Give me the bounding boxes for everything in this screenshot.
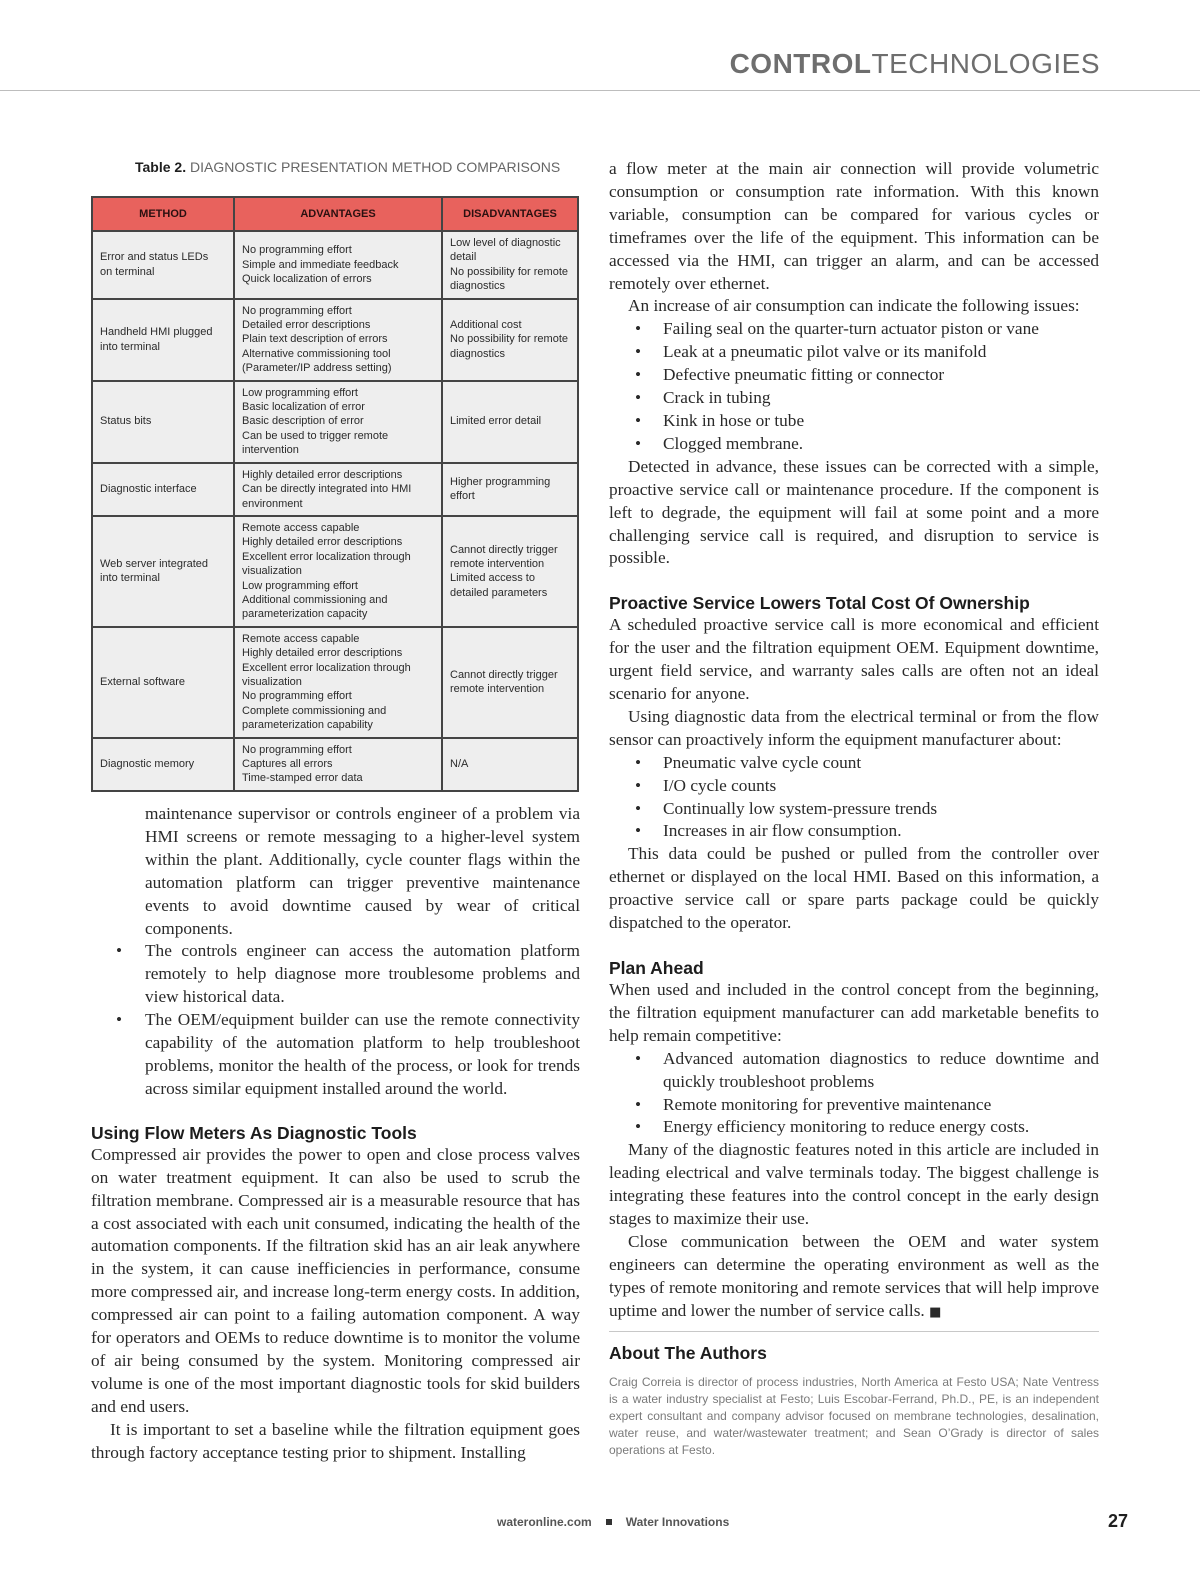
cell-line: detailed parameters xyxy=(450,586,548,599)
list-item xyxy=(91,940,580,1009)
cell-line: Excellent error localization through xyxy=(242,661,411,674)
cell-line: No programming effort xyxy=(242,304,352,317)
bullet-icon: • xyxy=(635,821,642,841)
paragraph: Using diagnostic data from the electrical terminal or from the flow sensor can proactively inform the equipment manufacturer about: xyxy=(609,706,1099,749)
cell-line: Limited access to xyxy=(450,572,535,585)
bullet-icon: • xyxy=(635,433,642,453)
bullet-icon: • xyxy=(635,798,642,818)
list-item-text: The controls engineer can access the automation platform remotely to help diagnose more troublesome problems and view historical data. xyxy=(145,941,580,1007)
list-item xyxy=(609,775,1099,798)
advantages-cell xyxy=(234,627,442,738)
list-item xyxy=(609,364,1099,387)
footer-credit xyxy=(497,1515,729,1529)
cell-line: (Parameter/IP address setting) xyxy=(242,362,392,375)
header-disadvantages: DISADVANTAGES xyxy=(442,197,578,231)
bullet-icon: • xyxy=(635,752,642,772)
cell-line: Additional cost xyxy=(450,319,522,332)
cell-line: External software xyxy=(100,675,185,688)
list-item xyxy=(609,341,1099,364)
advantages-cell xyxy=(234,299,442,381)
cell-line: parameterization capacity xyxy=(242,608,368,621)
cell-line: intervention xyxy=(242,444,299,457)
list-item-text: The OEM/equipment builder can use the remote connectivity capability of the automation platform to help troubleshoot problems, monitor the health of the process, or look for trends across similar equipment installed around the world. xyxy=(145,1010,580,1098)
list-item-text: Clogged membrane. xyxy=(663,433,804,453)
list-item-text: Continually low system-pressure trends xyxy=(663,798,938,818)
about-authors-text: Craig Correia is director of process industries, North America at Festo USA; Nate Ventress is a water industry specialist at Festo; Luis Escobar-Ferrand, Ph.D., PE, is an independent expert consultant and company advisor focused on membrane technologies, desalination, water reuse, and water/wastewater treatment; and Sean O’Grady is director of sales operations at Festo. xyxy=(609,1374,1099,1457)
section-heading-flow-meters: Using Flow Meters As Diagnostic Tools xyxy=(91,1122,417,1143)
cell-line: Limited error detail xyxy=(450,415,542,428)
cell-line: Higher programming xyxy=(450,475,551,488)
cell-line: Excellent error localization through xyxy=(242,550,411,563)
page-number: 27 xyxy=(1108,1511,1129,1531)
disadvantages-cell xyxy=(442,516,578,627)
cell-line: diagnostics xyxy=(450,347,506,360)
advantages-cell xyxy=(234,381,442,463)
table-row xyxy=(92,381,578,463)
cell-line: Cannot directly trigger xyxy=(450,543,558,556)
cell-line: detail xyxy=(450,251,477,264)
section-heading-plan-ahead: Plan Ahead xyxy=(609,958,704,978)
list-item xyxy=(609,820,1099,843)
disadvantages-cell xyxy=(442,738,578,791)
cell-line: Detailed error descriptions xyxy=(242,319,371,332)
list-item-text: Kink in hose or tube xyxy=(663,410,805,430)
footer-section: Water Innovations xyxy=(625,1515,730,1529)
cell-line: visualization xyxy=(242,565,302,578)
bullet-icon: • xyxy=(635,342,642,362)
paragraph-text: Close communication between the OEM and water system engineers can determine the operating environment as well as the types of remote monitoring and remote services that will help improve uptime and lower the number of service calls. xyxy=(609,1231,1099,1320)
bullet-icon: • xyxy=(116,941,123,961)
table-row xyxy=(92,627,578,738)
list-item xyxy=(609,433,1099,456)
cell-line: Error and status LEDs xyxy=(100,251,209,264)
list-item xyxy=(609,318,1099,341)
header-method: METHOD xyxy=(92,197,234,231)
cell-line: Highly detailed error descriptions xyxy=(242,536,403,549)
list-item-text: I/O cycle counts xyxy=(663,775,777,795)
end-mark-icon: ■ xyxy=(929,1304,942,1320)
list-item xyxy=(609,1094,1099,1117)
list-item-text: Defective pneumatic fitting or connector xyxy=(663,365,945,385)
bullet-icon: • xyxy=(635,365,642,385)
disadvantages-cell xyxy=(442,299,578,381)
cell-line: into terminal xyxy=(100,572,160,585)
list-item-text: Crack in tubing xyxy=(663,388,771,408)
method-cell xyxy=(92,627,234,738)
paragraph: When used and included in the control concept from the beginning, the filtration equipment manufacturer can add marketable benefits to help remain competitive: xyxy=(609,980,1099,1045)
cell-line: Web server integrated xyxy=(100,557,209,570)
cell-line: Complete commissioning and xyxy=(242,704,387,717)
cell-line: parameterization capability xyxy=(242,719,373,732)
table-header-row xyxy=(92,197,578,231)
cell-line: remote intervention xyxy=(450,557,545,570)
square-separator-icon xyxy=(606,1519,612,1525)
cell-line: Diagnostic memory xyxy=(100,758,195,770)
method-cell xyxy=(92,738,234,791)
cell-line: Highly detailed error descriptions xyxy=(242,468,403,481)
table-row xyxy=(92,463,578,516)
bullet-icon: • xyxy=(635,388,642,408)
table-caption xyxy=(135,159,560,175)
table-caption-title: DIAGNOSTIC PRESENTATION METHOD COMPARISONS xyxy=(189,159,561,175)
running-header xyxy=(730,48,1100,80)
paragraph: This data could be pushed or pulled from the controller over ethernet or displayed on the local HMI. Based on this information, a proactive service call or spare parts package could be quickly dispatched to the operator. xyxy=(609,844,1099,933)
cell-line: Handheld HMI plugged xyxy=(100,326,213,339)
list-item-text: Energy efficiency monitoring to reduce energy costs. xyxy=(663,1117,1030,1137)
issues-list xyxy=(609,318,1099,455)
list-item xyxy=(609,752,1099,775)
cell-line: on terminal xyxy=(100,265,155,278)
cell-line: Status bits xyxy=(100,415,152,428)
bullet-icon: • xyxy=(635,775,642,795)
list-item xyxy=(609,1048,1099,1094)
method-cell xyxy=(92,231,234,299)
left-bullet-list xyxy=(91,940,580,1100)
paragraph: Detected in advance, these issues can be corrected with a simple, proactive service call or maintenance procedure. If the component is left to degrade, the equipment will fail at some point and a more challenging service call is required, and disruption to service is possible. xyxy=(609,456,1099,568)
table-row xyxy=(92,299,578,381)
list-item xyxy=(609,798,1099,821)
table-body xyxy=(92,231,578,791)
advantages-cell xyxy=(234,463,442,516)
cell-line: Cannot directly trigger xyxy=(450,668,558,681)
cell-line: environment xyxy=(242,497,303,510)
cell-line: diagnostics xyxy=(450,280,506,293)
cell-line: Simple and immediate feedback xyxy=(242,258,399,271)
cell-line: visualization xyxy=(242,675,302,688)
cell-line: Plain text description of errors xyxy=(242,333,388,346)
list-item-text: Remote monitoring for preventive maintenance xyxy=(663,1094,992,1114)
list-item-text: Advanced automation diagnostics to reduce downtime and quickly troubleshoot problems xyxy=(663,1048,1099,1091)
disadvantages-cell xyxy=(442,463,578,516)
list-item xyxy=(609,410,1099,433)
paragraph: A scheduled proactive service call is more economical and efficient for the user and the filtration equipment OEM. Equipment downtime, urgent field service, and warranty sales calls are often not an ideal scenario for anyone. xyxy=(609,615,1099,704)
disadvantages-cell xyxy=(442,231,578,299)
footer-site: wateronline.com xyxy=(497,1515,592,1529)
table-row xyxy=(92,231,578,299)
bullet-icon: • xyxy=(635,319,642,339)
method-cell xyxy=(92,381,234,463)
cell-line: Time-stamped error data xyxy=(242,772,363,785)
list-item xyxy=(609,1116,1099,1139)
disadvantages-cell xyxy=(442,627,578,738)
bullet-icon: • xyxy=(635,1117,642,1137)
bullet-icon: • xyxy=(116,1010,123,1030)
cell-line: No programming effort xyxy=(242,244,352,257)
right-column xyxy=(609,158,1099,1459)
benefits-list xyxy=(609,1048,1099,1140)
about-divider xyxy=(609,1331,1099,1332)
cell-line: Alternative commissioning tool xyxy=(242,347,391,360)
header-divider xyxy=(0,90,1200,91)
header-brand-bold: CONTROL xyxy=(729,48,872,79)
paragraph: It is important to set a baseline while the filtration equipment goes through factory acceptance testing prior to shipment. Installing xyxy=(91,1419,580,1462)
cell-line: No possibility for remote xyxy=(450,333,568,346)
header-advantages: ADVANTAGES xyxy=(234,197,442,231)
cell-line: Diagnostic interface xyxy=(100,483,197,496)
cell-line: effort xyxy=(450,490,475,503)
advantages-cell xyxy=(234,231,442,299)
section-heading-proactive-service: Proactive Service Lowers Total Cost Of Ownership xyxy=(609,593,1030,614)
table-caption-label: Table 2. xyxy=(135,159,187,175)
cell-line: Low programming effort xyxy=(242,386,358,399)
table-row xyxy=(92,516,578,627)
disadvantages-cell xyxy=(442,381,578,463)
header-brand-light: TECHNOLOGIES xyxy=(871,48,1100,79)
list-item-text: Pneumatic valve cycle count xyxy=(663,752,862,772)
paragraph xyxy=(609,1231,1099,1325)
cell-line: No programming effort xyxy=(242,690,352,703)
list-item xyxy=(91,1009,580,1101)
bullet-icon: • xyxy=(635,1094,642,1114)
advantages-cell xyxy=(234,738,442,791)
cell-line: Highly detailed error descriptions xyxy=(242,647,403,660)
section-heading-about-authors: About The Authors xyxy=(609,1342,767,1363)
cell-line: No programming effort xyxy=(242,743,352,756)
cell-line: No possibility for remote xyxy=(450,265,568,278)
list-item-text: Leak at a pneumatic pilot valve or its manifold xyxy=(663,342,987,362)
cell-line: N/A xyxy=(450,758,469,770)
table-row xyxy=(92,738,578,791)
data-items-list xyxy=(609,752,1099,844)
cell-line: Low level of diagnostic xyxy=(450,237,561,249)
cell-line: Can be used to trigger remote xyxy=(242,429,389,442)
continued-bullet-text: maintenance supervisor or controls engineer of a problem via HMI screens or remote messaging to a higher-level system within the plant. Additionally, cycle counter flags within the automation platform can trigger preventive maintenance events to avoid downtime caused by wear of critical components. xyxy=(145,804,580,938)
method-cell xyxy=(92,516,234,627)
list-item-text: Increases in air flow consumption. xyxy=(663,821,902,841)
advantages-cell xyxy=(234,516,442,627)
cell-line: Basic localization of error xyxy=(242,401,365,414)
left-column xyxy=(91,803,580,1464)
cell-line: Quick localization of errors xyxy=(242,273,372,286)
cell-line: Basic description of error xyxy=(242,415,364,428)
list-item xyxy=(609,387,1099,410)
cell-line: Remote access capable xyxy=(242,521,360,534)
paragraph: a flow meter at the main air connection will provide volumetric consumption or consumption rate information. With this known variable, consumption can be compared for various cycles or timeframes over the life of the equipment. This information can be accessed via the HMI, can trigger an alarm, and can be accessed remotely over ethernet. xyxy=(609,159,1099,293)
bullet-icon: • xyxy=(635,1048,642,1068)
cell-line: Remote access capable xyxy=(242,632,360,645)
paragraph: An increase of air consumption can indicate the following issues: xyxy=(628,296,1080,316)
paragraph: Compressed air provides the power to open and close process valves on water treatment equipment. It can also be used to scrub the filtration membrane. Compressed air is a measurable resource that has a cost associated with each unit consumed, indicating the health of the automation components. If the filtration skid has an air leak anywhere in the system, it can cause inefficiencies in performance, consume more compressed air, and increase long-term energy costs. In addition, compressed air can point to a failing automation component. A way for operators and OEMs to reduce downtime is to monitor the volume of air being consumed by the system. Monitoring compressed air volume is one of the most important diagnostic tools for skid builders and end users. xyxy=(91,1144,580,1416)
list-item-text: Failing seal on the quarter-turn actuator piston or vane xyxy=(663,319,1039,339)
cell-line: Additional commissioning and xyxy=(242,593,388,606)
cell-line: into terminal xyxy=(100,340,160,353)
cell-line: Captures all errors xyxy=(242,758,333,770)
bullet-icon: • xyxy=(635,410,642,430)
method-cell xyxy=(92,299,234,381)
cell-line: remote intervention xyxy=(450,683,545,696)
paragraph: Many of the diagnostic features noted in this article are included in leading electrical and valve terminals today. The biggest challenge is integrating these features into the control concept in the early design stages to maximize their use. xyxy=(609,1140,1099,1229)
method-cell xyxy=(92,463,234,516)
comparison-table xyxy=(91,196,579,792)
cell-line: Low programming effort xyxy=(242,579,358,592)
cell-line: Can be directly integrated into HMI xyxy=(242,483,412,496)
